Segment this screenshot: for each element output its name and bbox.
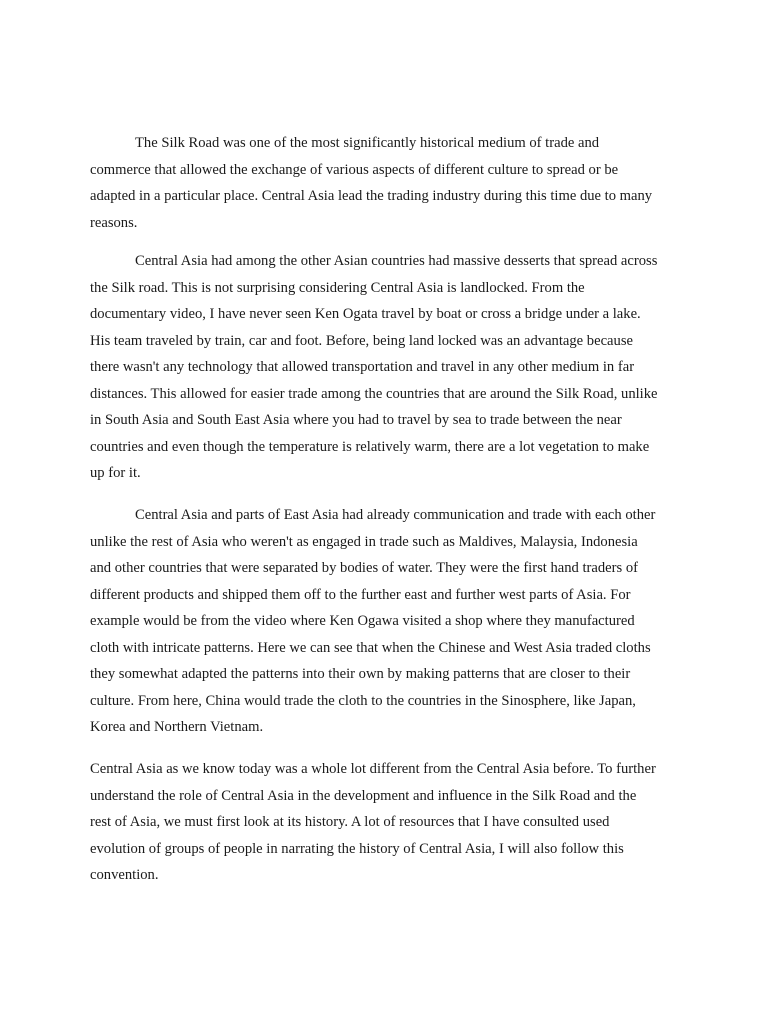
paragraph-line: and other countries that were separated by bodies of water. They were the first hand traders of (90, 560, 639, 576)
paragraph-line: culture. From here, China would trade the cloth to the countries in the Sinosphere, like Japan, (90, 692, 636, 709)
paragraph-line: different products and shipped them off to the further east and further west parts of Asia. For (90, 586, 631, 603)
paragraph-3 (90, 502, 655, 741)
paragraph-line: His team traveled by train, car and foot. Before, being land locked was an advantage because (90, 332, 633, 349)
paragraph-line: the Silk road. This is not surprising considering Central Asia is landlocked. From the (90, 279, 585, 296)
paragraph-line: understand the role of Central Asia in the development and influence in the Silk Road and the (90, 787, 637, 804)
paragraph-line: example would be from the video where Ken Ogawa visited a shop where they manufactured (90, 613, 635, 629)
paragraph-line: rest of Asia, we must first look at its history. A lot of resources that I have consulted used (90, 814, 610, 830)
paragraph-line: there wasn't any technology that allowed transportation and travel in any other medium in far (90, 359, 635, 375)
paragraph-line: they somewhat adapted the patterns into their own by making patterns that are closer to their (90, 666, 631, 682)
paragraph-line: Central Asia and parts of East Asia had already communication and trade with each other (135, 507, 656, 523)
paragraph-line: up for it. (90, 465, 141, 481)
paragraph-line: convention. (90, 867, 159, 883)
paragraph-line: commerce that allowed the exchange of various aspects of different culture to spread or be (90, 161, 619, 178)
paragraph-line: evolution of groups of people in narrating the history of Central Asia, I will also follow this (90, 840, 624, 857)
paragraph-line: cloth with intricate patterns. Here we can see that when the Chinese and West Asia traded cloths (90, 639, 651, 656)
paragraph-line: Central Asia had among the other Asian countries had massive desserts that spread across (135, 253, 658, 269)
paragraph-2 (90, 248, 658, 487)
paragraph-4 (90, 756, 656, 889)
paragraph-line: countries and even though the temperature is relatively warm, there are a lot vegetation to make (90, 438, 650, 455)
paragraph-line: documentary video, I have never seen Ken Ogata travel by boat or cross a bridge under a lake. (90, 306, 641, 322)
paragraph-line: Central Asia as we know today was a whole lot different from the Central Asia before. To further (90, 761, 656, 777)
paragraph-line: adapted in a particular place. Central Asia lead the trading industry during this time due to many (90, 188, 653, 204)
paragraph-line: The Silk Road was one of the most significantly historical medium of trade and (135, 135, 600, 151)
paragraph-1 (90, 130, 652, 236)
paragraph-line: reasons. (90, 214, 138, 231)
paragraph-line: Korea and Northern Vietnam. (90, 719, 264, 735)
paragraph-line: distances. This allowed for easier trade among the countries that are around the Silk Road, unlike (90, 385, 658, 402)
paragraph-line: unlike the rest of Asia who weren't as engaged in trade such as Maldives, Malaysia, Indonesia (90, 533, 638, 550)
paragraph-line: in South Asia and South East Asia where you had to travel by sea to trade between the near (90, 412, 622, 428)
